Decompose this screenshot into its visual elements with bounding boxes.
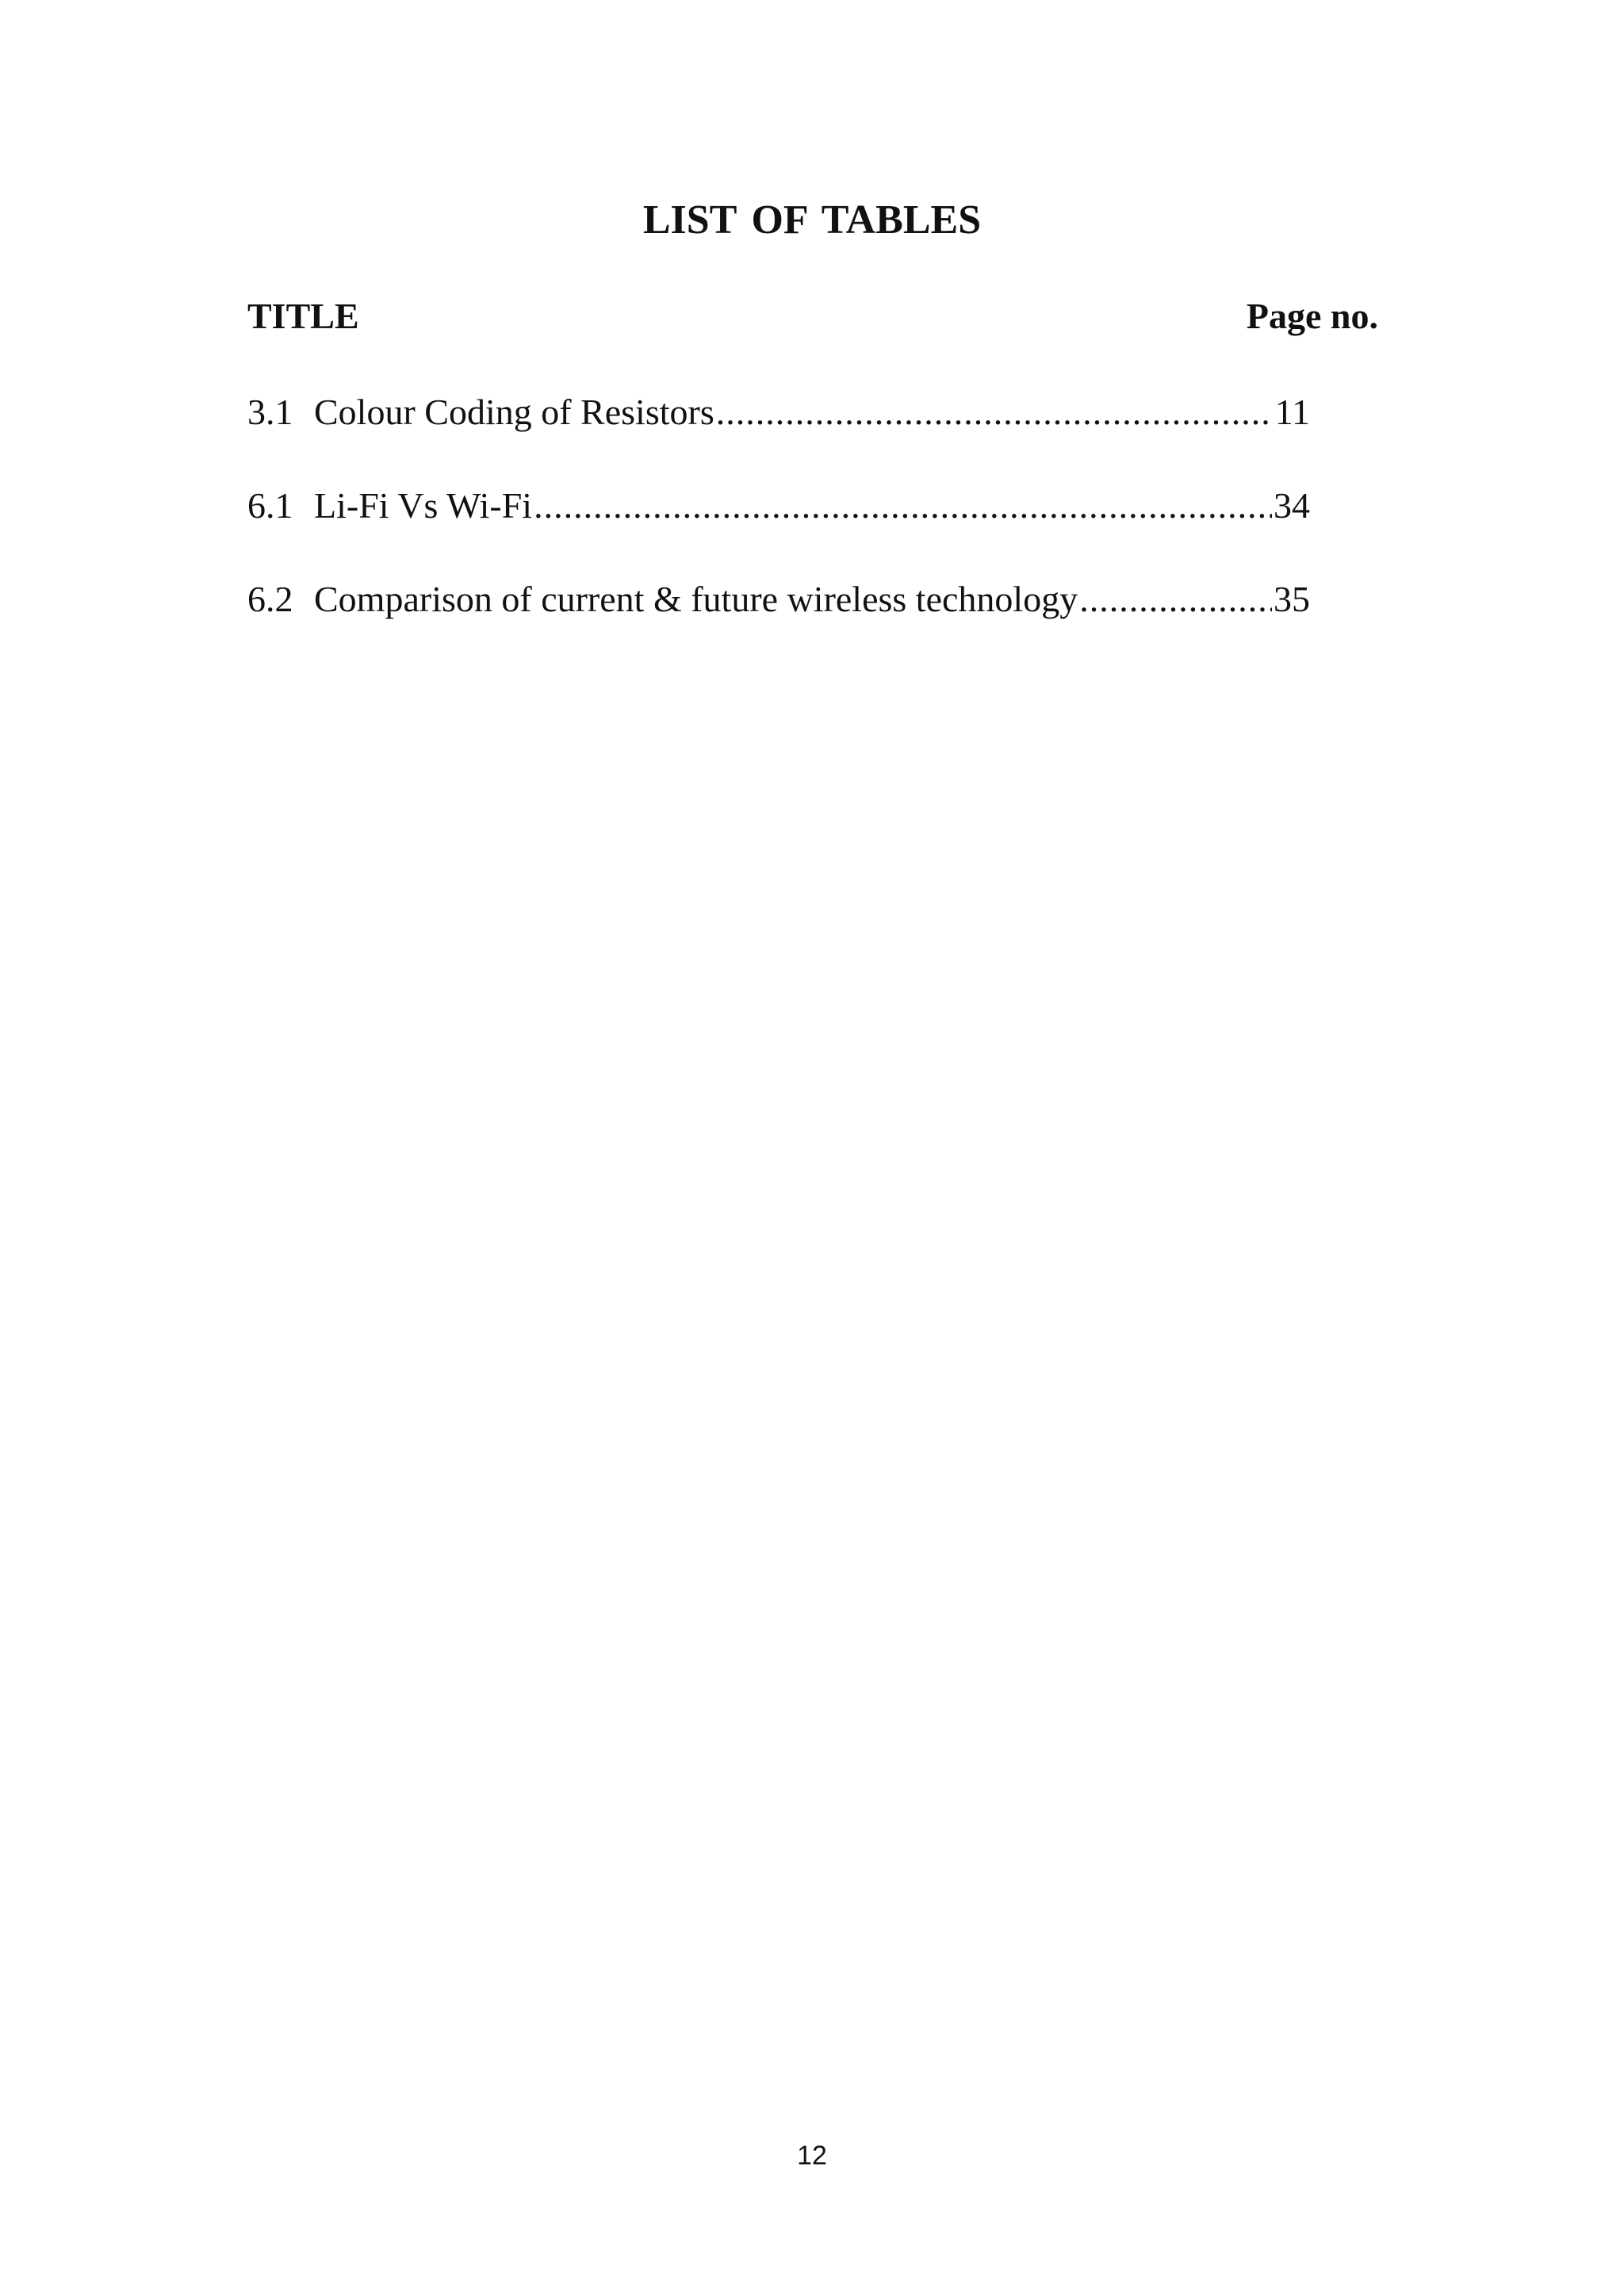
list-item[interactable] — [247, 482, 1310, 530]
entry-page: 34 — [1274, 485, 1310, 526]
entry-title: Colour Coding of Resistors — [314, 392, 714, 432]
entry-title: Comparison of current & future wireless technology — [314, 579, 1078, 619]
entry-number: 6.1 — [247, 485, 293, 526]
entry-title: Li-Fi Vs Wi-Fi — [314, 485, 533, 526]
list-item[interactable] — [247, 388, 1310, 436]
entry-number: 6.2 — [247, 579, 293, 619]
column-header-page-no: Page no. — [1246, 296, 1378, 336]
entry-page: 35 — [1274, 579, 1310, 619]
page-title: LIST OF TABLES — [642, 197, 982, 243]
entry-page: 11 — [1274, 392, 1310, 432]
entry-number: 3.1 — [247, 392, 293, 432]
dot-leader — [716, 388, 1274, 436]
list-item[interactable] — [247, 576, 1310, 623]
column-header-title: TITLE — [247, 296, 359, 336]
table-list — [247, 388, 1310, 669]
page-number: 12 — [797, 2141, 827, 2171]
dot-leader — [1079, 576, 1272, 623]
dot-leader — [534, 482, 1272, 530]
